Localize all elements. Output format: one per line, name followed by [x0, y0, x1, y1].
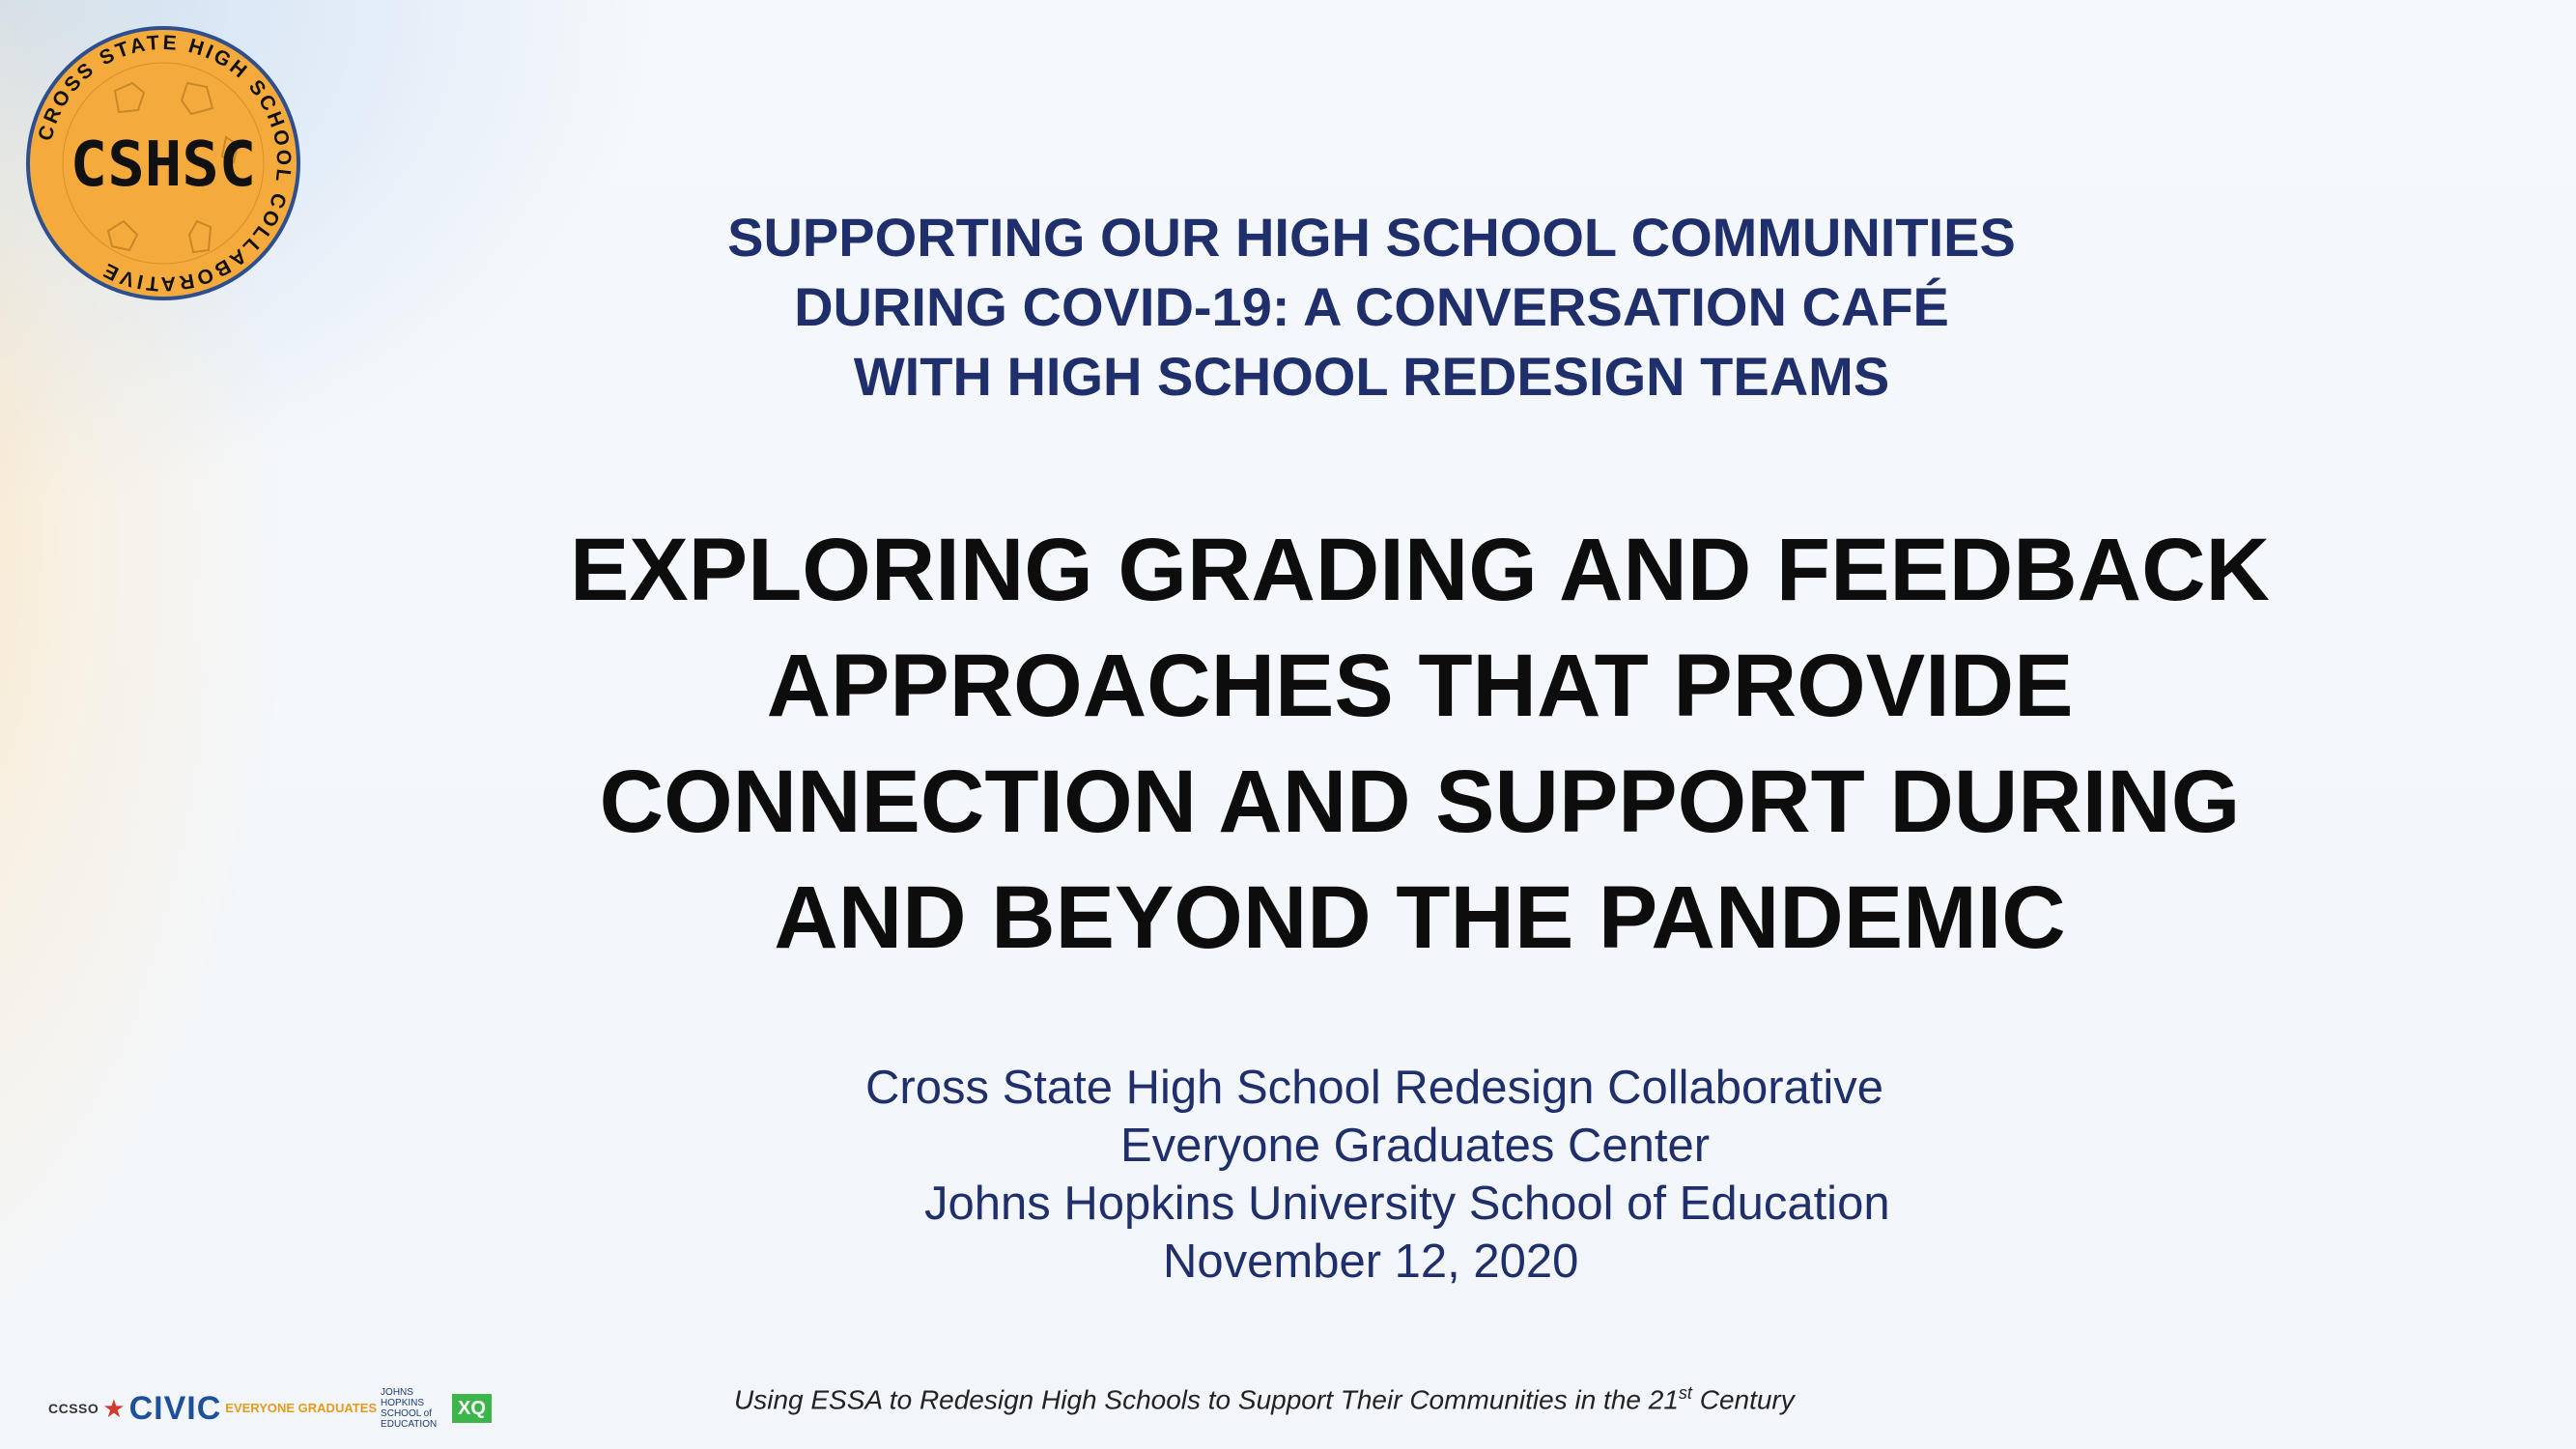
subtitle-line: WITH HIGH SCHOOL REDESIGN TEAMS	[853, 346, 1890, 407]
title-line: AND BEYOND THE PANDEMIC	[774, 868, 2066, 967]
title-line: EXPLORING GRADING AND FEEDBACK	[570, 521, 2270, 619]
svg-text:CROSS STATE HIGH SCHOOL COLLAB: CROSS STATE HIGH SCHOOL COLLABORATIVE	[34, 31, 296, 296]
logo-abbreviation: CSHSC	[70, 129, 257, 201]
xq-logo: XQ	[452, 1394, 492, 1423]
civic-logo: CIVIC	[128, 1389, 222, 1427]
footer-suffix: Century	[1691, 1384, 1795, 1415]
cshsc-seal-icon	[23, 23, 303, 303]
cshsc-logo	[23, 23, 303, 303]
subtitle-line: SUPPORTING OUR HIGH SCHOOL COMMUNITIES	[727, 207, 2016, 268]
credit-school: Johns Hopkins University School of Education	[924, 1178, 1890, 1230]
star-icon: ★	[102, 1394, 126, 1423]
footer-superscript: st	[1678, 1383, 1692, 1403]
everyone-graduates-logo: EVERYONE GRADUATES	[225, 1401, 378, 1415]
credit-org: Cross State High School Redesign Collaborative	[865, 1062, 1884, 1114]
partner-logos	[48, 1389, 492, 1428]
johns-hopkins-logo: JOHNS HOPKINS SCHOOL of EDUCATION	[381, 1387, 438, 1430]
ccsso-logo: CCSSO	[48, 1401, 99, 1416]
credit-date: November 12, 2020	[1163, 1236, 1579, 1288]
footer-note	[734, 1383, 1795, 1415]
credits	[831, 1059, 1970, 1291]
title-line: CONNECTION AND SUPPORT DURING	[599, 753, 2241, 851]
main-title	[502, 512, 2337, 976]
subtitle-line: DURING COVID-19: A CONVERSATION CAFÉ	[794, 276, 1949, 337]
credit-center: Everyone Graduates Center	[1120, 1120, 1711, 1172]
title-line: APPROACHES THAT PROVIDE	[766, 637, 2074, 735]
footer-text: Using ESSA to Redesign High Schools to Support Their Communities in the 21	[734, 1384, 1679, 1415]
subtitle	[541, 203, 2202, 412]
